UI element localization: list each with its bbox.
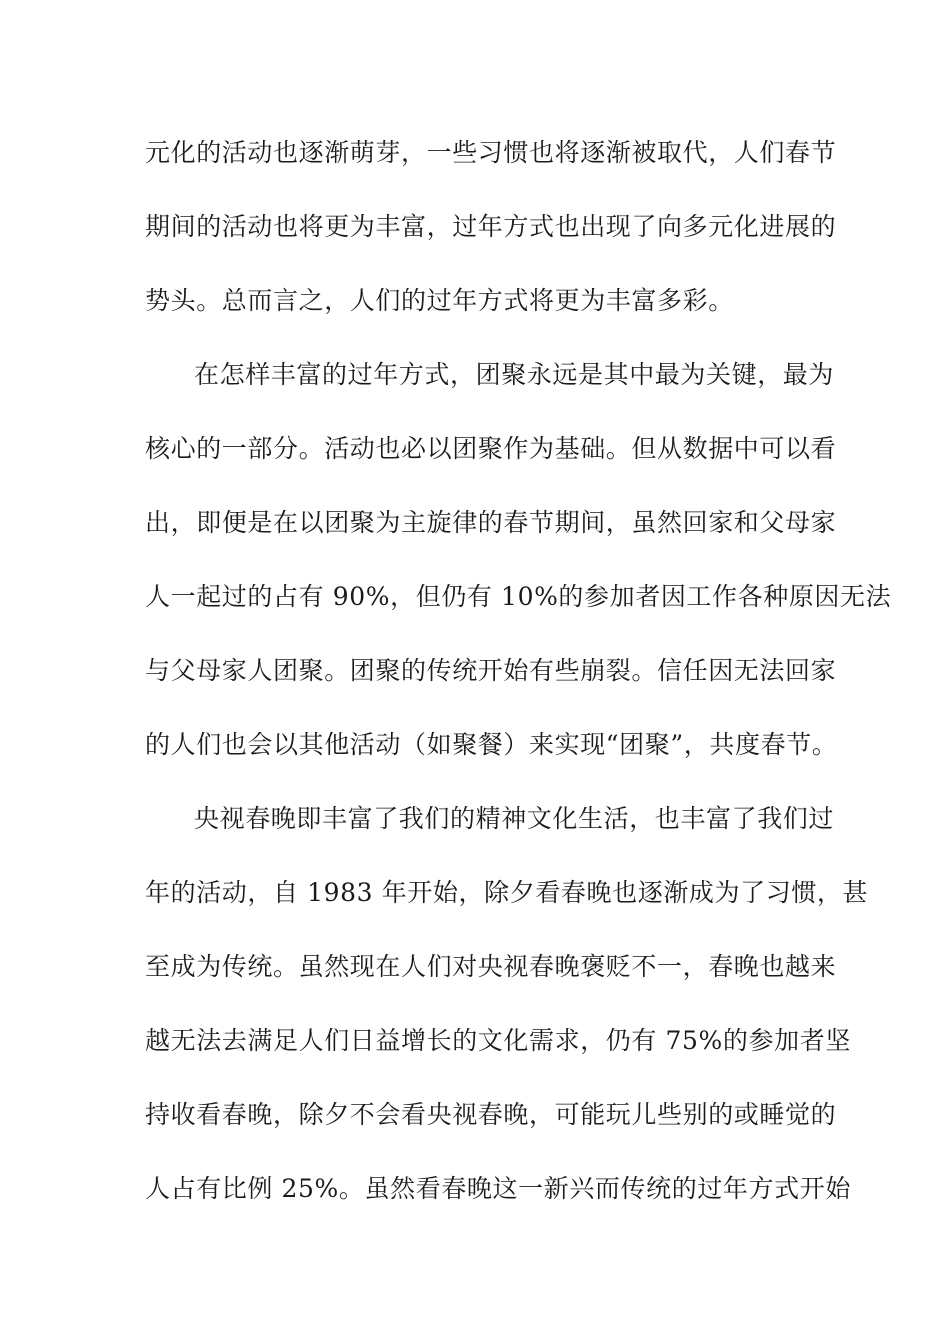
text-line-8: 与父母家人团聚。团聚的传统开始有些崩裂。信任因无法回家 bbox=[145, 656, 837, 685]
text-line-7: 人一起过的占有 90%，但仍有 10%的参加者因工作各种原因无法 bbox=[145, 582, 892, 611]
text-line-1: 元化的活动也逐渐萌芽，一些习惯也将逐渐被取代，人们春节 bbox=[145, 138, 837, 167]
text-line-2: 期间的活动也将更为丰富，过年方式也出现了向多元化进展的 bbox=[145, 212, 837, 241]
text-line-11: 年的活动，自 1983 年开始，除夕看春晚也逐渐成为了习惯，甚 bbox=[145, 878, 869, 907]
text-line-15: 人占有比例 25%。虽然看春晚这一新兴而传统的过年方式开始 bbox=[145, 1174, 851, 1203]
text-line-9: 的人们也会以其他活动（如聚餐）来实现“团聚”，共度春节。 bbox=[145, 730, 838, 759]
text-line-12: 至成为传统。虽然现在人们对央视春晚褒贬不一，春晚也越来 bbox=[145, 952, 837, 981]
text-line-14: 持收看春晚，除夕不会看央视春晚，可能玩儿些别的或睡觉的 bbox=[145, 1100, 837, 1129]
paragraph-3-line-1: 央视春晚即丰富了我们的精神文化生活，也丰富了我们过 bbox=[194, 804, 835, 833]
paragraph-2-line-1: 在怎样丰富的过年方式，团聚永远是其中最为关键，最为 bbox=[194, 360, 835, 389]
text-line-3: 势头。总而言之，人们的过年方式将更为丰富多彩。 bbox=[145, 286, 734, 315]
text-line-5: 核心的一部分。活动也必以团聚作为基础。但从数据中可以看 bbox=[145, 434, 837, 463]
text-line-13: 越无法去满足人们日益增长的文化需求，仍有 75%的参加者坚 bbox=[145, 1026, 851, 1055]
text-line-6: 出，即便是在以团聚为主旋律的春节期间，虽然回家和父母家 bbox=[145, 508, 837, 537]
